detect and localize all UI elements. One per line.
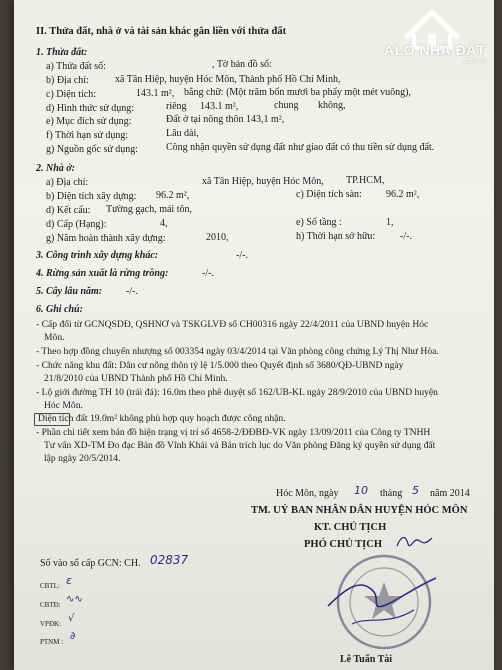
certificate-page [14,0,494,670]
code-ptnm: PTNM : [40,638,64,646]
code-cbtl-mark-icon: ɛ [66,574,72,587]
forest-heading: 4. Rừng sản xuất là rừng trồng: [36,268,169,279]
watermark-brand: ALO NHÀ ĐẤT [384,42,486,58]
watermark-logo [384,4,488,66]
house-b-value: 96.2 m², [156,190,190,201]
land-f-label: f) Thời hạn sử dụng: [46,130,129,141]
land-d-private: riêng [166,101,187,112]
forest-value: -/-. [202,268,214,279]
house-a-value: xã Tân Hiệp, huyện Hóc Môn, [202,176,324,187]
house-c-label: c) Diện tích sàn: [296,189,362,200]
land-e-label: e) Mục đích sử dụng: [46,116,132,127]
land-a-map: , Tờ bản đồ số: [212,59,272,70]
note-line-2: Môn. [44,332,65,343]
land-e-value: Đất ở tại nông thôn 143,1 m², [166,114,285,125]
land-c-words: bằng chữ: (Một trăm bốn mươi ba phẩy một mét vuông), [184,87,411,98]
note-line-9: - Phần chi tiết xem bản đồ hiện trạng vị trí số 4658-2/ĐĐBĐ-VK ngày 13/09/2011 của Công ty TNHH [36,427,431,438]
perennial-heading: 5. Cây lâu năm: [36,286,103,297]
note-line-5: 21/8/2010 của UBND Thành phố Hồ Chí Minh. [44,373,228,384]
other-works-value: -/-. [236,250,248,261]
note-line-6: - Lộ giới đường TH 10 (trái đá): 16.0m theo phê duyệt số 162/UB-KL ngày 28/9/2010 của UBND huyện [36,387,438,398]
land-a-label: a) Thửa đất số: [46,61,106,72]
note-line-3: - Theo hợp đồng chuyển nhượng số 003354 ngày 03/4/2014 tại Văn phòng công chứng Lý Thị Như Hòa. [36,346,439,357]
section-title: II. Thửa đất, nhà ở và tài sản khác gắn liền với thửa đất [36,26,287,37]
house-structure-label: d) Kết cấu: [46,205,91,216]
authority-line-3: PHÓ CHỦ TỊCH [304,539,382,550]
land-g-label: g) Nguồn gốc sử dụng: [46,144,139,155]
notes-heading: 6. Ghi chú: [36,304,83,315]
note-line-7: Hóc Môn. [44,400,83,411]
land-b-value: xã Tân Hiệp, huyện Hóc Môn, Thành phố Hồ Chí Minh, [115,74,341,85]
land-d-label: d) Hình thức sử dụng: [46,103,135,114]
land-d-none: không, [318,100,346,111]
land-d-shared: chung [274,100,299,111]
house-a-label: a) Địa chỉ: [46,177,89,188]
house-year-value: 2010, [206,232,229,243]
code-ptnm-mark-icon: ∂ [70,631,76,642]
code-cbtl: CBTL: [40,582,60,590]
land-g-value: Công nhận quyền sử dụng đất như giao đất có thu tiền sử dụng đất. [166,142,435,153]
house-floors-value: 1, [386,217,394,228]
authority-line-1: TM. UỶ BAN NHÂN DÂN HUYỆN HÓC MÔN [251,505,468,516]
note-line-8: Diện tích đất 19.0m² không phù hợp quy hoạch được công nhận. [38,413,286,424]
house-term-label: h) Thời hạn sở hữu: [296,231,376,242]
date-day: 10 [354,484,368,497]
code-vpdk: VPĐK: [40,620,62,628]
house-structure-value: Tường gạch, mái tôn, [106,204,192,215]
land-c-label: c) Diện tích: [46,89,96,100]
registry-label: Số vào sổ cấp GCN: CH. [40,558,141,569]
house-floors-label: e) Số tầng : [296,217,342,228]
house-term-value: -/-. [400,231,412,242]
date-month: 5 [412,484,419,497]
house-grade-label: d) Cấp (Hạng): [46,219,107,230]
code-cbtd: CBTĐ: [40,601,61,609]
land-f-value: Lâu dài, [166,128,199,139]
date-year: năm 2014 [430,488,470,499]
official-stamp-icon [318,548,444,658]
house-c-value: 96.2 m², [386,189,420,200]
land-c-value: 143.1 m², [136,88,175,99]
registry-number: 02837 [150,553,189,567]
note-line-11: lập ngày 20/5/2014. [44,453,121,464]
house-heading: 2. Nhà ở: [36,163,75,174]
house-a-city: TP.HCM, [346,175,385,186]
note-line-4: - Chức năng khu đất: Dân cư nông thôn tỷ lệ 1/5.000 theo Quyết định số 3680/QĐ-UBND ngày [36,360,404,371]
land-b-label: b) Địa chỉ: [46,75,89,86]
date-month-label: tháng [380,488,403,499]
land-heading: 1. Thửa đất: [36,47,88,58]
land-d-area: 143.1 m², [200,101,239,112]
code-cbtd-mark-icon: ∿∿ [66,594,83,605]
house-year-label: g) Năm hoàn thành xây dựng: [46,233,166,244]
authority-line-2: KT. CHỦ TỊCH [314,522,387,533]
house-b-label: b) Diện tích xây dựng: [46,191,137,202]
other-works-heading: 3. Công trình xây dựng khác: [36,250,159,261]
date-place: Hóc Môn, ngày [276,488,339,499]
note-line-1: - Cấp đổi từ GCNQSDĐ, QSHNƠ và TSKGLVĐ số CH00316 ngày 22/4/2011 của UBND huyện Hóc [36,319,429,330]
note-line-10: Tư vấn XD-TM Đo đạc Bản đồ Vĩnh Khải và Bản trích lục do Văn phòng Đăng ký quyền sử dụng đất [44,440,436,451]
house-grade-value: 4, [160,218,168,229]
watermark-domain: .com.vn [461,58,486,65]
code-vpdk-mark-icon: √ [68,613,75,624]
perennial-value: -/-. [126,286,138,297]
signer-name: Lê Tuấn Tài [340,654,393,665]
